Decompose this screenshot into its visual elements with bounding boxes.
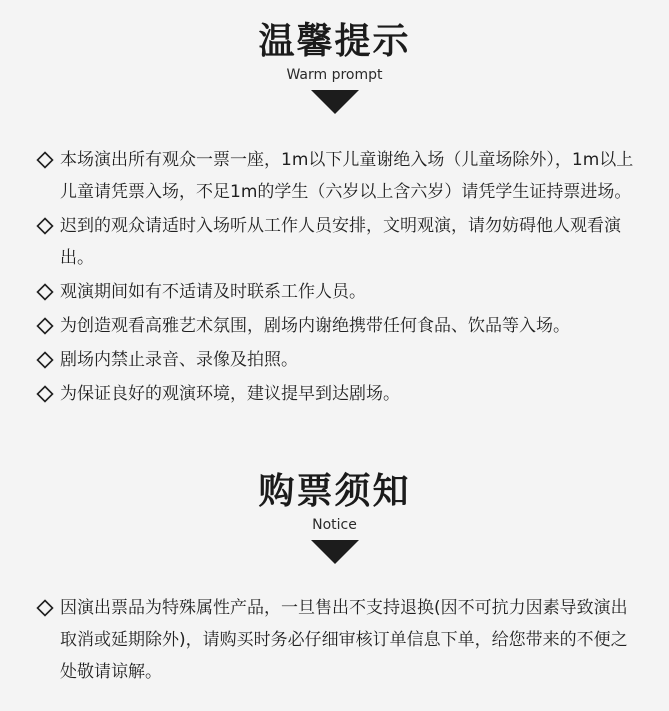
notice-list [34, 592, 644, 690]
warm-prompt-subtitle: Warm prompt [286, 67, 383, 83]
list-item [34, 310, 644, 342]
list-item [34, 344, 644, 376]
list-item [34, 210, 644, 274]
warm-prompt-title: 温馨提示 [258, 21, 411, 62]
list-item-text: 观演期间如有不适请及时联系工作人员。 [60, 282, 366, 302]
list-item [34, 276, 644, 308]
triangle-down-icon [311, 90, 359, 114]
list-item-text: 为保证良好的观演环境，建议提早到达剧场。 [60, 384, 400, 404]
diamond-outline-icon [34, 592, 56, 624]
diamond-outline-icon [34, 144, 56, 176]
list-item-text: 为创造观看高雅艺术氛围，剧场内谢绝携带任何食品、饮品等入场。 [60, 316, 570, 336]
diamond-outline-icon [34, 310, 56, 342]
list-item [34, 378, 644, 410]
diamond-outline-icon [34, 344, 56, 376]
triangle-down-icon [311, 540, 359, 564]
list-item-text: 本场演出所有观众一票一座，1m以下儿童谢绝入场（儿童场除外），1m以上儿童请凭票入场，不足1m的学生（六岁以上含六岁）请凭学生证持票进场。 [60, 150, 634, 202]
list-item-text: 剧场内禁止录音、录像及拍照。 [60, 350, 298, 370]
notice-subtitle: Notice [312, 517, 357, 533]
diamond-outline-icon [34, 378, 56, 410]
notice-section [0, 462, 669, 682]
diamond-outline-icon [34, 210, 56, 242]
list-item [34, 144, 644, 208]
diamond-outline-icon [34, 276, 56, 308]
list-item [34, 592, 644, 688]
list-item-text: 迟到的观众请适时入场听从工作人员安排，文明观演，请勿妨碍他人观看演出。 [60, 216, 621, 268]
notice-title: 购票须知 [258, 471, 411, 512]
list-item-text: 因演出票品为特殊属性产品，一旦售出不支持退换(因不可抗力因素导致演出取消或延期除外)，请购买时务必仔细审核订单信息下单，给您带来的不便之处敬请谅解。 [60, 598, 628, 682]
warm-prompt-list [34, 144, 644, 412]
